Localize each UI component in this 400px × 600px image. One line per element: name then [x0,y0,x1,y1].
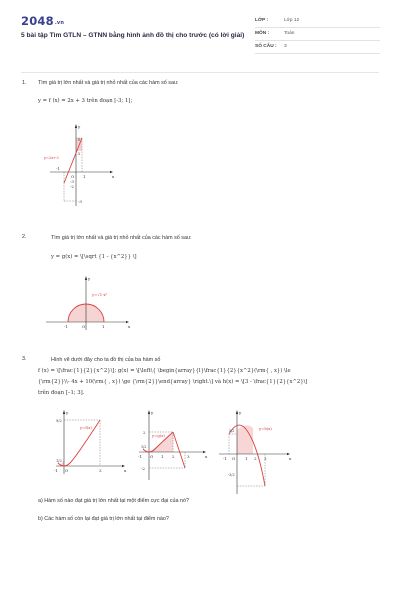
question-formula-line: f (x) = \[\frac{1}{2}{x^2}\]; g(x) = \[\left\{ \begin{array}{l}\frac{1}{2}{x^2}(\rm{ , x}) \le [38,368,291,374]
tick-label: -3 [78,199,82,204]
tick-label: -1 [223,456,227,461]
question-number: 3. [22,356,27,362]
axis-label-y: y [151,410,154,415]
question-part-b: b) Các hàm số còn lại đạt giá trị lớn nhất tại điểm nào? [38,516,169,522]
header-divider [21,72,379,73]
question-text: Tìm giá trị lớn nhất và giá trị nhỏ nhất của các hàm số sau: [38,80,179,86]
tick-label: 2 [254,456,257,461]
axis-label-y: y [66,410,69,415]
logo-text: 2048 [21,14,54,28]
tick-label: -3 [70,179,74,184]
curve-label: y=f(x) [80,425,92,430]
axis-label-y: y [78,124,81,129]
question-formula-line: {\rm{2}}\\- 4x + 10(\rm{ , x}) \ge {\rm{2}}\end{array} \right.\] và h(x) = \[3 - \frac{1}{2}{x^2}\] [38,379,308,385]
y-axis-arrow [75,124,77,128]
graph-q3-f [50,408,135,488]
origin-label: O [65,468,69,473]
y-axis-arrow [236,410,238,414]
tick-label: 3 [264,456,267,461]
tick-label: 2 [143,430,146,435]
graph-q1 [40,118,120,213]
tick-label: -1 [54,468,58,473]
graph-q2 [40,270,140,340]
tick-label: 3 [187,454,190,459]
graph-q3-g [135,408,215,488]
meta-value: Lớp 12 [284,18,300,23]
tick-label: 3 [77,151,81,156]
curve-g-line [173,432,185,468]
question-text: Hình vẽ dưới đây cho ta đồ thị của ba hàm số [51,357,161,363]
tick-label: 3 [99,468,102,473]
tick-label: 2 [172,454,175,459]
document-header [0,0,400,62]
tick-label: 1 [102,324,105,329]
tick-label: -2 [70,184,74,189]
parabola-f [58,420,100,466]
logo-suffix: .vn [54,20,65,26]
axis-label-x: x [289,456,292,461]
y-axis-arrow [148,410,150,414]
tick-label: -1 [56,166,60,171]
tick-label: -1 [64,324,68,329]
origin-label: O [150,454,154,459]
origin-label: O [232,456,236,461]
meta-key: SỐ CÂU : [255,44,277,49]
question-part-a: a) Hàm số nào đạt giá trị lớn nhất tại một điểm cực đại của nó? [38,498,189,504]
meta-value: Toán [284,31,295,36]
meta-row-grade [255,15,380,28]
tick-label: 1/2 [141,445,147,449]
tick-label: 9/2 [56,419,62,423]
tick-label: 1/2 [56,459,62,463]
y-axis-arrow [85,276,87,280]
graph-q3-h-fill [237,425,253,454]
meta-key: MÔN : [255,31,270,36]
x-axis-arrow [203,451,206,453]
meta-panel [255,15,380,54]
tick-label: -1 [138,454,142,459]
meta-row-count [255,41,380,54]
x-axis-arrow [126,321,129,323]
axis-label-x: x [205,454,208,459]
tick-label: 1 [83,174,86,179]
question-text: Tìm giá trị lớn nhất và giá trị nhỏ nhất của các hàm số sau: [51,235,192,241]
question-formula-line: trên đoạn [–1; 3]. [38,390,85,396]
site-logo[interactable] [21,14,64,28]
origin-label: O [82,324,86,329]
axis-label-y: y [239,410,242,415]
tick-label: -3/2 [228,473,235,477]
meta-row-subject [255,28,380,41]
graph-q3-h [215,408,300,498]
curve-label: y=√1-x² [92,292,108,297]
tick-label: 1 [161,454,164,459]
curve-label: y=2x+3 [44,156,59,160]
tick-label: 1 [245,456,248,461]
x-axis-arrow [287,453,290,455]
x-axis-arrow [110,171,113,173]
axis-label-x: x [128,324,131,329]
question-formula: y = g(x) = \[\sqrt {1 - {x^2}} \] [51,254,137,260]
axis-label-y: y [88,276,91,281]
question-number: 1. [22,80,27,86]
curve-label: y=h(x) [259,426,272,431]
tick-label: 5 [77,137,81,142]
origin-label: O [71,174,75,179]
meta-key: LỚP : [255,18,269,23]
y-axis-arrow [63,410,65,414]
question-number: 2. [22,234,27,240]
meta-value: 3 [284,44,287,49]
document-title: 5 bài tập Tìm GTLN – GTNN bằng hình ảnh đồ thị cho trước (có lời giải) [21,32,245,39]
question-formula: y = f (x) = 2x + 3 trên đoạn [-3; 1]; [38,98,133,104]
axis-label-x: x [112,174,115,179]
tick-label: -2 [141,466,145,471]
x-axis-arrow [122,465,125,467]
curve-label: y=g(x) [152,433,165,438]
axis-label-x: x [124,468,127,473]
tick-label: 5/2 [229,429,235,433]
